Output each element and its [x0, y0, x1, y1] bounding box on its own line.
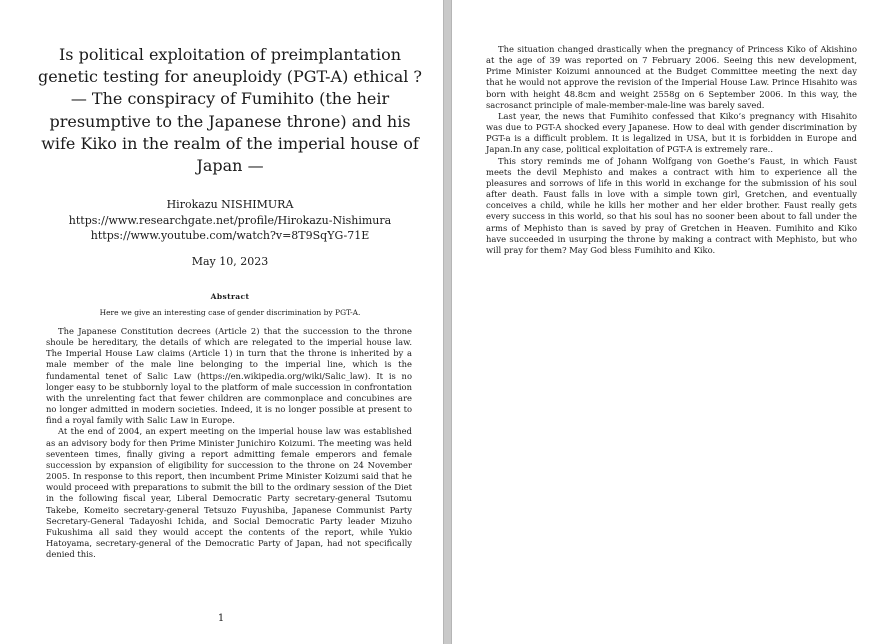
abstract-heading: Abstract — [210, 292, 250, 301]
body-paragraph: Last year, the news that Fumihito confessed that Kiko’s pregnancy with Hisahito was due to PGT-A shocked every Japanese. How to deal with gender discrimination by PGT-a is a difficult problem. It is legalized in USA, but it is forbidden in Europe and Japan.In any case, political exploitation of PGT-A is extremely rare.. — [486, 110, 857, 155]
body-paragraph: This story reminds me of Johann Wolfgang von Goethe’s Faust, in which Faust meets the devil Mephisto and makes a contract with him to experience all the pleasures and sorrows of life in this world in exchange for the submission of his soul after death. Faust falls in love with a simple town girl, Gretchen, and eventually conceives a child, while he kills her mother and her elder brother. Faust really gets every success in this world, so that his soul has no sooner been about to fall under the arms of Mephisto than is saved by pray of Gretchen in Heaven. Fumihito and Kiko have succeeded in usurping the throne by making a contract with Mephisto, but who will pray for them? May God bless Fumihito and Kiko. — [486, 155, 857, 255]
youtube-link[interactable]: https://www.youtube.com/watch?v=8T9SqYG-71E — [90, 229, 370, 242]
body-paragraph: At the end of 2004, an expert meeting on the imperial house law was established as an advisory body for then Prime Minister Junichiro Koizumi. The meeting was held seventeen times, finally giving a report admitting female emperors and female succession by expansion of eligibility for succession to the throne on 24 November 2005. In response to this report, then incumbent Prime Minister Koizumi said that he would proceed with preparations to submit the bill to the ordinary session of the Diet in the following fiscal year, Liberal Democratic Party secretary-general Tsutomu Takebe, Komeito secretary-general Tetsuzo Fuyushiba, Japanese Communist Party Secretary-General Tadayoshi Ichida, and Social Democratic Party leader Mizuho Fukushima all said they would accept the contents of the report, while Yukio Hatoyama, secretary-general of the Democratic Party of Japan, had not specifically denied this. — [46, 426, 412, 560]
publication-date: May 10, 2023 — [191, 255, 269, 268]
paper-title: Is political exploitation of preimplantation genetic testing for aneuploidy (PGT-A) ethical ? — The conspiracy of Fumihito (the heir presumptive to the Japanese throne) and his wife Kiko in the realm of the imperial house of Japan — — [37, 45, 423, 176]
page-right — [452, 0, 895, 644]
left-column-body — [46, 326, 412, 560]
abstract-text: Here we give an interesting case of gender discrimination by PGT-A. — [99, 308, 361, 317]
author-block — [30, 197, 430, 244]
right-column-body — [486, 44, 857, 256]
author-name: Hirokazu NISHIMURA — [166, 198, 294, 211]
page-left — [0, 0, 443, 644]
researchgate-link[interactable]: https://www.researchgate.net/profile/Hirokazu-Nishimura — [68, 213, 392, 227]
page-number: 1 — [217, 613, 225, 624]
page-divider — [443, 0, 452, 644]
body-paragraph: The situation changed drastically when the pregnancy of Princess Kiko of Akishino at the age of 39 was reported on 7 February 2006. Seeing this new development, Prime Minister Koizumi announced at the Budget Committee meeting the next day that he would not approve the revision of the Imperial House Law. Prince Hisahito was born with height 48.8cm and weight 2558g on 6 September 2006. In this way, the sacrosanct principle of male-member-male-line was barely saved. — [486, 44, 857, 110]
body-paragraph: The Japanese Constitution decrees (Article 2) that the succession to the throne shoule be hereditary, the details of which are relegated to the imperial house law. The Imperial House Law claims (Article 1) in turn that the throne is inherited by a male member of the male line belonging to the imperial line, which is the fundamental tenet of Salic Law (https://en.wikipedia.org/wiki/Salic_law). It is no longer easy to be stubbornly loyal to the platform of male succession in confrontation with the unrelenting fact that fewer children are commonplace and concubines are no longer admitted in modern societies. Indeed, it is no longer possible at present to find a royal family with Salic Law in Europe. — [46, 326, 412, 426]
